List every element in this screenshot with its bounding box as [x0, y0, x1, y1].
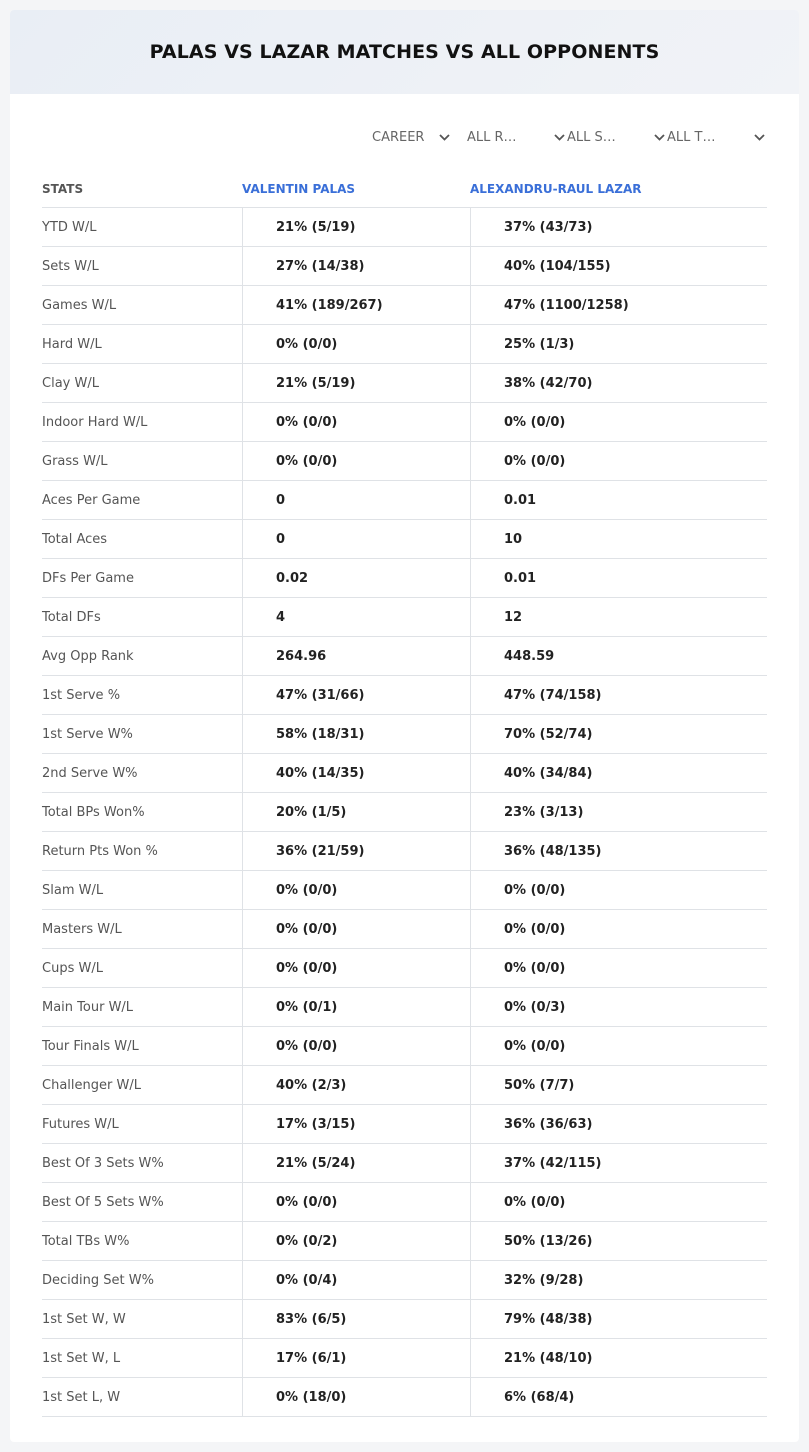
stat-label: DFs Per Game	[42, 570, 134, 586]
player1-value: 17% (3/15)	[242, 1105, 470, 1143]
stat-label: Total DFs	[42, 609, 101, 625]
stats-column-header: STATS	[42, 181, 84, 196]
player2-value: 79% (48/38)	[470, 1300, 767, 1338]
player1-value: 83% (6/5)	[242, 1300, 470, 1338]
filter-label: ALL T…	[667, 129, 716, 145]
chevron-down-icon	[751, 129, 767, 145]
player1-value: 17% (6/1)	[242, 1339, 470, 1377]
stat-label: Grass W/L	[42, 453, 108, 469]
player1-value: 40% (14/35)	[242, 754, 470, 792]
stat-label: 1st Serve %	[42, 687, 121, 703]
table-row	[42, 1183, 767, 1222]
player1-value: 21% (5/19)	[242, 208, 470, 246]
player2-link[interactable]: ALEXANDRU-RAUL LAZAR	[470, 181, 642, 196]
card-header	[10, 10, 799, 94]
player1-value: 0% (0/0)	[242, 325, 470, 363]
table-row	[42, 364, 767, 403]
player2-value: 0% (0/0)	[470, 1027, 767, 1065]
player1-value: 264.96	[242, 637, 470, 675]
player1-value: 0% (0/1)	[242, 988, 470, 1026]
stat-label: Best Of 3 Sets W%	[42, 1155, 164, 1171]
player2-value: 0% (0/0)	[470, 442, 767, 480]
player2-value: 40% (104/155)	[470, 247, 767, 285]
player1-value: 0% (0/4)	[242, 1261, 470, 1299]
player2-value: 37% (43/73)	[470, 208, 767, 246]
table-row	[42, 1027, 767, 1066]
table-row	[42, 598, 767, 637]
filter-label: ALL R…	[467, 129, 517, 145]
table-row	[42, 676, 767, 715]
player1-value: 41% (189/267)	[242, 286, 470, 324]
filter-tournament-select[interactable]	[667, 126, 767, 148]
player1-value: 27% (14/38)	[242, 247, 470, 285]
chevron-down-icon	[551, 129, 567, 145]
player2-value: 47% (74/158)	[470, 676, 767, 714]
player1-value: 0% (0/0)	[242, 1027, 470, 1065]
player2-value: 0% (0/0)	[470, 871, 767, 909]
table-row	[42, 1378, 767, 1417]
table-row	[42, 871, 767, 910]
player1-value: 0% (0/0)	[242, 442, 470, 480]
player1-value: 0% (0/0)	[242, 871, 470, 909]
stat-label: 2nd Serve W%	[42, 765, 138, 781]
stat-label: Challenger W/L	[42, 1077, 141, 1093]
player2-value: 6% (68/4)	[470, 1378, 767, 1416]
table-row	[42, 247, 767, 286]
filter-surface-select[interactable]	[567, 126, 667, 148]
table-row	[42, 442, 767, 481]
table-row	[42, 325, 767, 364]
stat-label: Main Tour W/L	[42, 999, 134, 1015]
player2-value: 32% (9/28)	[470, 1261, 767, 1299]
player2-value: 10	[470, 520, 767, 558]
stat-label: Games W/L	[42, 297, 117, 313]
player1-value: 0	[242, 481, 470, 519]
player2-value: 25% (1/3)	[470, 325, 767, 363]
page-title: PALAS VS LAZAR MATCHES VS ALL OPPONENTS	[149, 41, 660, 63]
player1-value: 40% (2/3)	[242, 1066, 470, 1104]
table-row	[42, 481, 767, 520]
filter-bar	[372, 126, 767, 148]
player2-value: 0.01	[470, 559, 767, 597]
table-row	[42, 1222, 767, 1261]
player2-value: 37% (42/115)	[470, 1144, 767, 1182]
player1-value: 20% (1/5)	[242, 793, 470, 831]
table-row	[42, 949, 767, 988]
player2-value: 21% (48/10)	[470, 1339, 767, 1377]
player1-value: 0% (18/0)	[242, 1378, 470, 1416]
stat-label: Hard W/L	[42, 336, 102, 352]
table-row	[42, 910, 767, 949]
table-row	[42, 208, 767, 247]
player2-value: 36% (48/135)	[470, 832, 767, 870]
player1-value: 0.02	[242, 559, 470, 597]
stat-label: Total Aces	[42, 531, 108, 547]
stat-label: YTD W/L	[42, 219, 97, 235]
stat-label: Slam W/L	[42, 882, 104, 898]
player1-value: 21% (5/19)	[242, 364, 470, 402]
chevron-down-icon	[651, 129, 667, 145]
player1-value: 0% (0/0)	[242, 949, 470, 987]
player2-value: 47% (1100/1258)	[470, 286, 767, 324]
player1-value: 21% (5/24)	[242, 1144, 470, 1182]
stat-label: Tour Finals W/L	[42, 1038, 139, 1054]
player2-value: 0.01	[470, 481, 767, 519]
stat-label: Return Pts Won %	[42, 843, 158, 859]
stat-label: Total BPs Won%	[42, 804, 145, 820]
stats-table-body	[42, 208, 767, 1417]
table-row	[42, 520, 767, 559]
chevron-down-icon	[436, 129, 452, 145]
filter-label: ALL S…	[567, 129, 616, 145]
player1-value: 0% (0/0)	[242, 910, 470, 948]
table-row	[42, 1300, 767, 1339]
player2-value: 0% (0/0)	[470, 403, 767, 441]
table-row	[42, 1261, 767, 1300]
player2-value: 0% (0/0)	[470, 949, 767, 987]
stat-label: 1st Serve W%	[42, 726, 133, 742]
table-row	[42, 286, 767, 325]
filter-period-select[interactable]	[372, 126, 452, 148]
stat-label: Clay W/L	[42, 375, 99, 391]
table-row	[42, 1105, 767, 1144]
player2-value: 50% (13/26)	[470, 1222, 767, 1260]
table-row	[42, 715, 767, 754]
player2-value: 448.59	[470, 637, 767, 675]
stat-label: Indoor Hard W/L	[42, 414, 148, 430]
stat-label: 1st Set W, L	[42, 1350, 121, 1366]
stat-label: Aces Per Game	[42, 492, 141, 508]
player1-value: 0% (0/0)	[242, 1183, 470, 1221]
player1-value: 36% (21/59)	[242, 832, 470, 870]
table-row	[42, 559, 767, 598]
player1-value: 58% (18/31)	[242, 715, 470, 753]
table-row	[42, 637, 767, 676]
filter-round-select[interactable]	[467, 126, 567, 148]
table-row	[42, 832, 767, 871]
player2-value: 38% (42/70)	[470, 364, 767, 402]
table-row	[42, 1144, 767, 1183]
table-header	[42, 170, 767, 208]
player2-value: 70% (52/74)	[470, 715, 767, 753]
stat-label: Best Of 5 Sets W%	[42, 1194, 164, 1210]
stat-label: Deciding Set W%	[42, 1272, 154, 1288]
player2-value: 36% (36/63)	[470, 1105, 767, 1143]
player1-value: 4	[242, 598, 470, 636]
stat-label: Total TBs W%	[42, 1233, 130, 1249]
player1-value: 47% (31/66)	[242, 676, 470, 714]
player2-value: 23% (3/13)	[470, 793, 767, 831]
player1-value: 0% (0/0)	[242, 403, 470, 441]
table-row	[42, 988, 767, 1027]
player2-value: 0% (0/3)	[470, 988, 767, 1026]
stat-label: Masters W/L	[42, 921, 122, 937]
player1-value: 0% (0/2)	[242, 1222, 470, 1260]
table-row	[42, 1339, 767, 1378]
player2-value: 40% (34/84)	[470, 754, 767, 792]
stat-label: Futures W/L	[42, 1116, 119, 1132]
stat-label: Sets W/L	[42, 258, 99, 274]
stat-label: Cups W/L	[42, 960, 103, 976]
table-row	[42, 403, 767, 442]
stats-card	[10, 10, 799, 1442]
table-row	[42, 1066, 767, 1105]
stat-label: 1st Set W, W	[42, 1311, 126, 1327]
stat-label: Avg Opp Rank	[42, 648, 134, 664]
player2-value: 0% (0/0)	[470, 1183, 767, 1221]
player2-value: 12	[470, 598, 767, 636]
table-row	[42, 754, 767, 793]
table-row	[42, 793, 767, 832]
stat-label: 1st Set L, W	[42, 1389, 121, 1405]
player2-value: 50% (7/7)	[470, 1066, 767, 1104]
player2-value: 0% (0/0)	[470, 910, 767, 948]
filter-label: CAREER	[372, 129, 425, 145]
player1-value: 0	[242, 520, 470, 558]
player1-link[interactable]: VALENTIN PALAS	[242, 181, 356, 196]
